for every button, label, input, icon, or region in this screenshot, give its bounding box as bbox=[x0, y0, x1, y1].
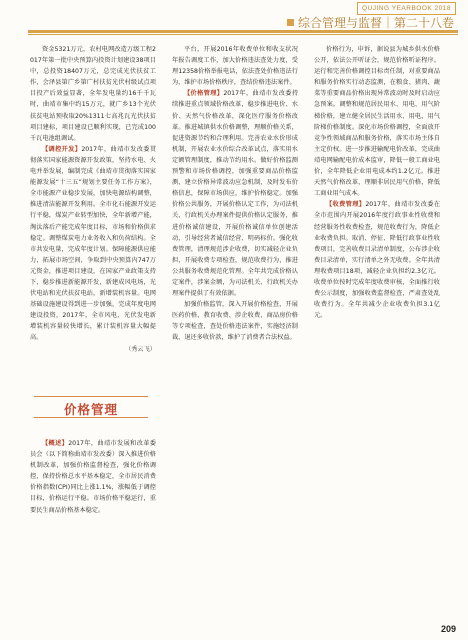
header-rule bbox=[28, 30, 458, 33]
section-heading: 【收费管理】 bbox=[326, 201, 366, 209]
banner-rule bbox=[34, 417, 148, 418]
column-2 bbox=[172, 44, 298, 628]
square-icon bbox=[287, 19, 294, 26]
section-title bbox=[287, 14, 454, 31]
section-heading: 【价格管理】 bbox=[184, 90, 224, 98]
paragraph: 资金5321万元，农村电网改造万级工程2017年第一批中央预算内投资计划建设38项目中，总投资18407万元，总完成光伏扶贫工作，会泽县第广乡第广村扶贫光伏村级试点项目投产后效益显著，全年发电量约16千千瓦时，曲靖市集中约15万元，就广乡13个光伏扶贫电站预收取20%1311七高兆瓦光伏扶贫项目建标，项目建设已顺利实现，已完成100千瓦电池组调试。 bbox=[30, 46, 156, 142]
paragraph bbox=[314, 199, 440, 321]
section-title-text: 综合管理与监督｜第二十八卷 bbox=[297, 16, 454, 30]
column-3 bbox=[314, 44, 440, 628]
paragraph: 平台，开展2016年收费单位和收支状况年报告调度工作，加大价格违法查处力度，受理12358价格举报电话，依法查处价格违法行为，维护市场价格秩序，查结价格违法案件。 bbox=[172, 46, 298, 87]
paragraph: 加强价格监管，深入开展价格检查，开展医药价格、教育收费、涉企收费、商品房价格等专项检查，查处价格违法案件，实施经济制裁，退还多收价款，维护了消费者合法权益。 bbox=[172, 301, 298, 342]
section-heading: 【概述】 bbox=[42, 440, 69, 447]
paragraph bbox=[30, 144, 156, 344]
section-banner bbox=[28, 382, 154, 432]
header-rule-thin bbox=[28, 34, 458, 35]
paragraph: 价格行为，申诉，据说县为城乡供水价格公开，依法公开听证会，规范价格听证程序。运行和完善价格调控目标责任制，对重要商品和服务价格实行动态监测，在粮食、猪肉、蔬菜等重要商品价格出现异常波动时及时启动应急预案。调整和规范居民用水、用电、用气阶梯价格，建立健全居民生活用水、用电、用气阶梯价格制度。深化市场价格调控，全面放开竞争性领域商品和服务价格，落实市场主体自主定价权。进一步推进输配电价改革，完成曲靖电网输配电价成本监审，降低一般工商业电价，全年降低企业用电成本约1.2亿元。推进天然气价格改革，理顺非居民用气价格，降低工商业用气成本。 bbox=[314, 46, 440, 198]
paragraph bbox=[172, 88, 298, 299]
paragraph-text: 2017年，曲靖市发改委持续推进重点领域价格改革，稳步推进电价、水价、天然气价格改革，深化医疗服务价格改革。推进城镇供水价格调整，理顺价格关系，促进资源节约和合理利用。完善农业水价形成机制，开展农业水价综合改革试点，落实用水定额管理制度，推动节约用水。做好价格监测预警和市场价格调控，加强重要商品价格监测，建立价格异常波动应急机制，及时发布价格信息，保障市场供应，维护价格稳定。加强价格公共服务，开展价格认定工作，为司法机关、行政机关办理案件提供价格认定服务，推进价格诚信建设，开展价格诚信单位创建活动，引导经营者诚信经营、明码标价。强化收费管理，清理规范涉企收费，切实减轻企业负担，开展收费专项检查，规范收费行为，推进公共服务收费规范化管理。全年共完成价格认定案件，涉案金额，为司法机关、行政机关办理案件提供了有效依据。 bbox=[172, 90, 298, 298]
paragraph-text: 2017年，曲靖市发展和改革委员会（以下简称曲靖市发改委）深入推进价格机制改革，加强价格监督检查，强化价格调控，保持价格总水平基本稳定，全市居民消费价格指数(CPI)同比上涨1.1%，涨幅低于调控目标，价格运行平稳。市场价格平稳运行，重要民生商品价格基本稳定。 bbox=[30, 440, 156, 514]
banner-title: 价格管理 bbox=[63, 402, 118, 417]
yearbook-tag: QUJING YEARBOOK 2018 bbox=[357, 2, 456, 15]
paragraph-text: 2017年，曲靖市发改委在全市范围内开展2016年度行政事业性收费和经营服务性收费检查，规范收费行为，降低企业收费负担。取消、停征、降低行政事业性收费项目，完善收费目录清单制度，公布涉企收费目录清单，实行清单之外无收费。全年共清理收费项目18项，减轻企业负担约2.3亿元。收费单位按时完成年度收费审核，全面推行收费公示制度，加强收费监督检查，严肃查处乱收费行为。全年共减少企业收费负担3.1亿元。 bbox=[314, 201, 440, 320]
author-signature: （秀云飞） bbox=[125, 345, 156, 353]
column-1 bbox=[30, 44, 156, 378]
section-heading: 【调控开发】 bbox=[42, 145, 82, 153]
column-1-lower bbox=[30, 438, 156, 624]
page-number: 209 bbox=[440, 624, 456, 634]
page-header bbox=[0, 0, 468, 40]
paragraph-text: 2017年，曲靖市发改委贯彻落实国家能源资源开发政策，坚持水电、火电并举发展，编制完成《曲靖市贯彻落实国家能源发展“十三五”规划主要任务工作方案》，全市能源产业稳步发展，加快电源结构调整，推进清洁能源开发利用。全市化石能源开发运行平稳，煤炭产业转型加快，全年新增产能，淘汰落后产能完成年度目标，市场和价格供求稳定。调整煤炭电力业务收入和负荷结构。全市共发电量，完成年度计划。保障能源供应能力，拓展市场空间，争取到中央预算内747万元资金，推进项目建设，在国家产业政策支持下，稳步推进新能源开发，新建成风电场，光伏电站和光伏扶贫电站，新增装机容量。电网基础设施建设得到进一步加强，完成年度电网建设投资，2017年，全市风电、光伏发电新增装机容量较快增长，累计装机容量大幅提高。 bbox=[30, 145, 156, 342]
paragraph bbox=[30, 438, 156, 516]
banner-rule bbox=[34, 396, 148, 397]
